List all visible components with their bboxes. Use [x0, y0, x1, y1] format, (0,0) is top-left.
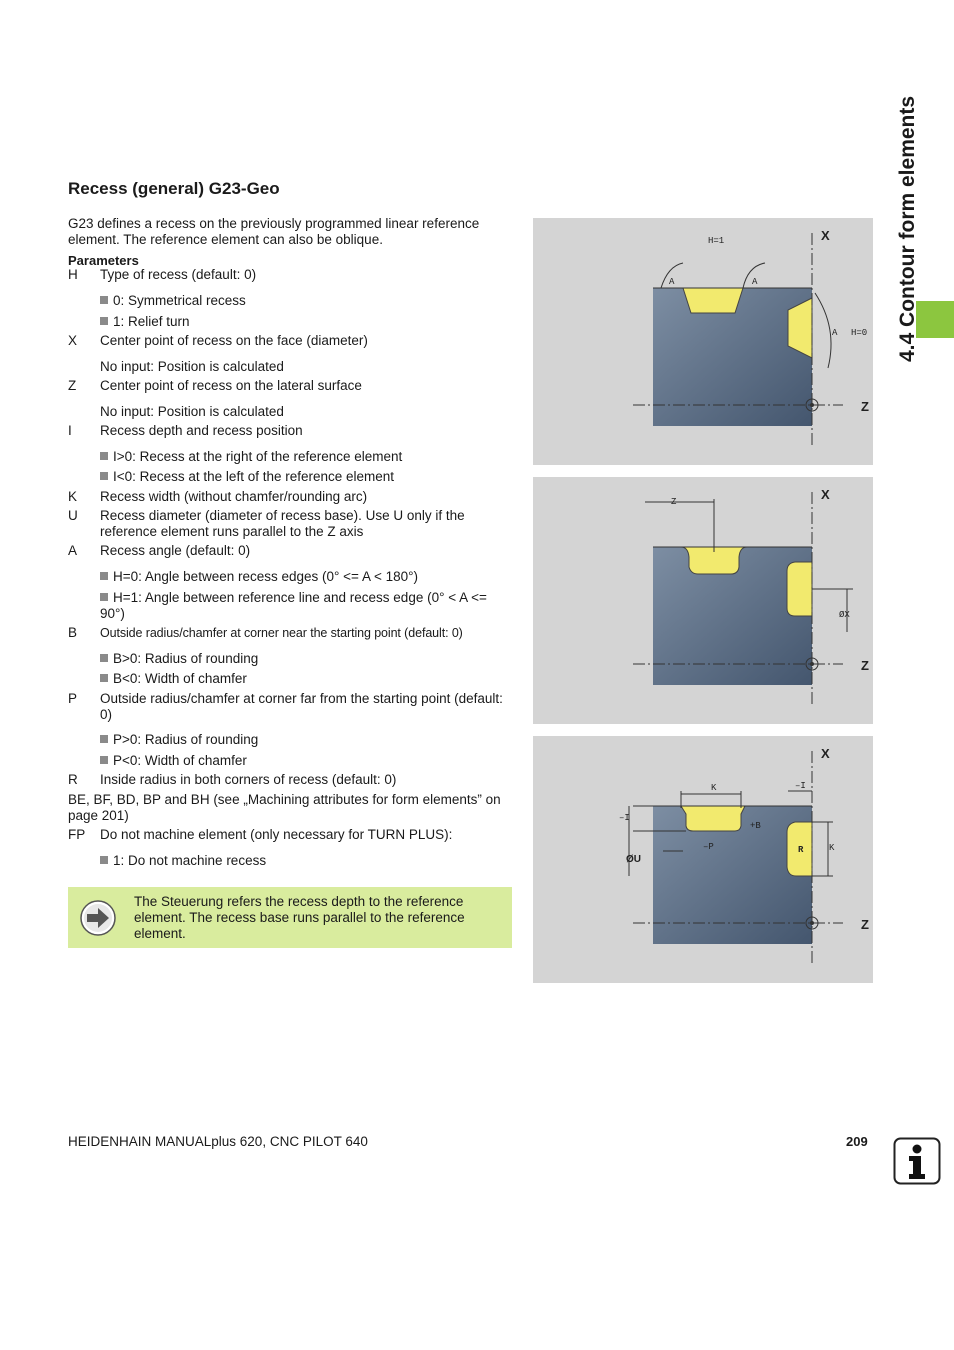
arrow-right-icon: [80, 900, 116, 936]
param-key: H: [68, 267, 78, 282]
label-diameter-x: ØX: [839, 610, 850, 620]
axis-x-label: X: [821, 228, 830, 243]
bullet-square-icon: [100, 296, 108, 304]
label-h1: H=1: [708, 236, 725, 246]
param-desc: Recess depth and recess position: [100, 423, 303, 438]
label-p: –P: [703, 842, 714, 852]
param-key: R: [68, 772, 78, 787]
section-title: Recess (general) G23-Geo: [68, 179, 280, 198]
label-k: K: [711, 783, 717, 793]
label-k: K: [829, 843, 835, 853]
param-key: X: [68, 333, 78, 348]
intro-text: G23 defines a recess on the previously programmed linear reference element. The reference element can also be oblique.: [68, 216, 480, 247]
bullet-square-icon: [100, 452, 108, 460]
bullet-square-icon: [100, 756, 108, 764]
param-key: A: [68, 543, 78, 558]
parameters-heading: Parameters: [68, 253, 139, 268]
label-diameter-u: ØU: [626, 854, 641, 865]
param-desc: BE, BF, BD, BP and BH (see „Machining attributes for form elements” on page 201): [68, 792, 501, 823]
bullet-square-icon: [100, 856, 108, 864]
label-z: Z: [671, 497, 677, 507]
param-option: I>0: Recess at the right of the reference element: [100, 449, 510, 465]
param-option: H=1: Angle between reference line and recess edge (0° < A <= 90°): [100, 590, 487, 621]
param-desc: Do not machine element (only necessary for TURN PLUS):: [100, 827, 453, 842]
axis-z-label: Z: [861, 917, 869, 932]
param-key: I: [68, 423, 72, 438]
param-desc: Center point of recess on the face (diameter): [100, 333, 368, 348]
diagram-recess-dimensions: [533, 736, 873, 983]
param-desc: Outside radius/chamfer at corner near the starting point (default: 0): [100, 626, 463, 640]
param-desc: Inside radius in both corners of recess (default: 0): [100, 772, 397, 787]
note-text: The Steuerung refers the recess depth to the reference element. The recess base runs parallel to the reference element.: [134, 894, 465, 941]
axis-z-label: Z: [861, 658, 869, 673]
diagram-recess-position: [533, 477, 873, 724]
param-option: P>0: Radius of rounding: [100, 732, 510, 748]
chapter-tab-label: 4.4 Contour form elements: [896, 95, 919, 362]
param-desc: Recess diameter (diameter of recess base). Use U only if the reference element runs parallel to the Z axis: [100, 508, 465, 539]
param-key: U: [68, 508, 78, 523]
param-option: P<0: Width of chamfer: [100, 753, 510, 769]
bullet-square-icon: [100, 472, 108, 480]
param-key: Z: [68, 378, 77, 393]
chapter-tab-marker: [916, 301, 954, 338]
param-option: 0: Symmetrical recess: [100, 293, 510, 309]
label-i: –I: [795, 781, 806, 791]
axis-z-label: Z: [861, 399, 869, 414]
param-desc: Recess width (without chamfer/rounding arc): [100, 489, 368, 504]
recess-h1: [683, 288, 743, 313]
info-icon: [893, 1137, 941, 1185]
axis-x-label: X: [821, 487, 830, 502]
param-option: I<0: Recess at the left of the reference element: [100, 469, 510, 485]
param-option: 1: Do not machine recess: [100, 853, 510, 869]
recess-lateral: [681, 806, 745, 831]
label-r: R: [798, 845, 804, 855]
bullet-square-icon: [100, 317, 108, 325]
axis-x-label: X: [821, 746, 830, 761]
param-desc: Outside radius/chamfer at corner far from the starting point (default: 0): [100, 691, 503, 722]
param-key: P: [68, 691, 78, 706]
param-key: K: [68, 489, 78, 504]
param-option: H=0: Angle between recess edges (0° <= A < 180°): [100, 569, 510, 585]
param-key: FP: [68, 827, 86, 842]
label-h0: H=0: [851, 328, 868, 338]
param-desc: Type of recess (default: 0): [100, 267, 257, 282]
label-angle: A: [669, 277, 675, 287]
bullet-square-icon: [100, 654, 108, 662]
bullet-square-icon: [100, 572, 108, 580]
bullet-square-icon: [100, 593, 108, 601]
page-number: 209: [846, 1134, 868, 1149]
diagram-recess-types: [533, 218, 873, 465]
param-desc: Center point of recess on the lateral surface: [100, 378, 362, 393]
param-option: B>0: Radius of rounding: [100, 651, 510, 667]
label-angle: A: [832, 328, 838, 338]
param-option: 1: Relief turn: [100, 314, 510, 330]
param-desc: Recess angle (default: 0): [100, 543, 251, 558]
note-box: [68, 887, 512, 948]
recess-face: [787, 562, 812, 616]
footer-product: HEIDENHAIN MANUALplus 620, CNC PILOT 640: [68, 1134, 368, 1149]
label-b: +B: [750, 821, 761, 831]
bullet-square-icon: [100, 674, 108, 682]
label-angle: A: [752, 277, 758, 287]
param-option: B<0: Width of chamfer: [100, 671, 510, 687]
param-note: No input: Position is calculated: [100, 404, 284, 419]
param-note: No input: Position is calculated: [100, 359, 284, 374]
bullet-square-icon: [100, 735, 108, 743]
label-i: –I: [619, 813, 630, 823]
param-key: B: [68, 625, 78, 640]
